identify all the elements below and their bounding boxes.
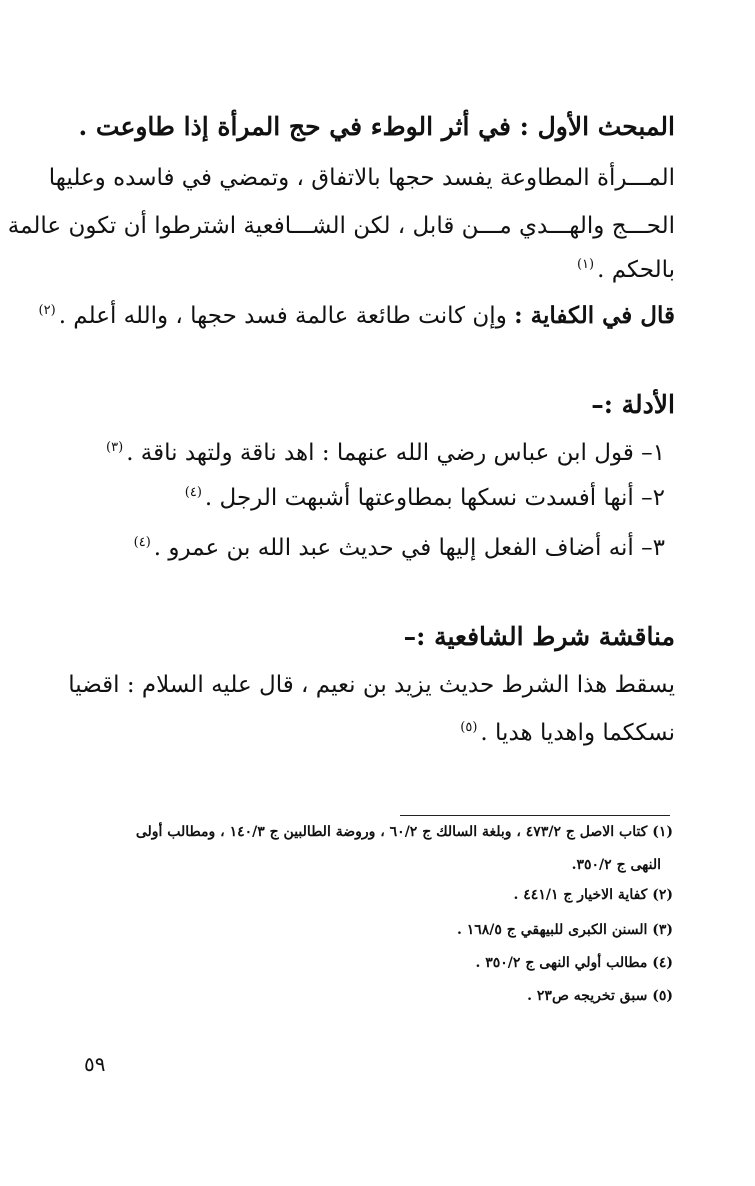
evidence-item bbox=[182, 485, 665, 511]
footnote-divider bbox=[400, 815, 670, 816]
evidence-item-text: ١– قول ابن عباس رضي الله عنهما : اهد ناقة ولتهد ناقة . bbox=[126, 440, 665, 466]
quote-lead: قال في الكفاية : bbox=[514, 302, 675, 329]
quote-line bbox=[36, 302, 675, 329]
footnote-3: (٣) السنن الكبرى للبيهقي ج ١٦٨/٥ . bbox=[456, 922, 673, 938]
discussion-line-1: يسقط هذا الشرط حديث يزيد بن نعيم ، قال عليه السلام : اقضيا bbox=[68, 672, 675, 698]
evidence-item bbox=[103, 440, 665, 466]
paragraph-line-3-text: بالحكم . bbox=[597, 257, 675, 283]
footnote-1-continued: النهى ج ٣٥٠/٢. bbox=[571, 857, 661, 873]
section-heading-vaginal-intercourse-effect: المبحث الأول : في أثر الوطء في حج المرأة إذا طاوعت . bbox=[78, 112, 675, 141]
footnote-2: (٢) كفاية الاخيار ج ٤٤١/١ . bbox=[513, 887, 673, 903]
footnote-ref-4: (٤) bbox=[184, 485, 202, 501]
discussion-heading: مناقشة شرط الشافعية :– bbox=[403, 622, 675, 651]
paragraph-line-3 bbox=[574, 257, 675, 283]
paragraph-line-1: المـــرأة المطاوعة يفسد حجها بالاتفاق ، وتمضي في فاسده وعليها bbox=[48, 165, 675, 191]
page-number: ٥٩ bbox=[84, 1052, 106, 1076]
evidence-heading: الأدلة :– bbox=[591, 390, 675, 419]
footnote-ref-4b: (٤) bbox=[133, 535, 151, 551]
discussion-line-2 bbox=[457, 720, 675, 746]
discussion-line-2-text: نسككما واهديا هديا . bbox=[480, 720, 675, 746]
footnote-5: (٥) سبق تخريجه ص٢٣ . bbox=[527, 988, 673, 1004]
quote-text: وإن كانت طائعة عالمة فسد حجها ، والله أعلم . bbox=[58, 303, 507, 329]
footnote-ref-3: (٣) bbox=[106, 440, 124, 456]
footnote-ref-1: (١) bbox=[576, 257, 595, 273]
evidence-item bbox=[131, 535, 665, 561]
evidence-item-text: ٣– أنه أضاف الفعل إليها في حديث عبد الله بن عمرو . bbox=[153, 535, 665, 561]
evidence-item-text: ٢– أنها أفسدت نسكها بمطاوعتها أشبهت الرجل . bbox=[204, 485, 665, 511]
footnote-1: (١) كتاب الاصل ج ٤٧٣/٢ ، وبلغة السالك ج ٦٠/٢ ، وروضة الطالبين ج ١٤٠/٣ ، ومطالب أولى bbox=[135, 824, 673, 840]
footnote-4: (٤) مطالب أولي النهى ج ٣٥٠/٢ . bbox=[475, 955, 673, 971]
footnote-ref-5: (٥) bbox=[460, 720, 478, 736]
paragraph-line-2: الحـــج والهـــدي مـــن قابل ، لكن الشـــافعية اشترطوا أن تكون عالمة bbox=[7, 213, 675, 239]
footnote-ref-2: (٢) bbox=[38, 303, 56, 319]
